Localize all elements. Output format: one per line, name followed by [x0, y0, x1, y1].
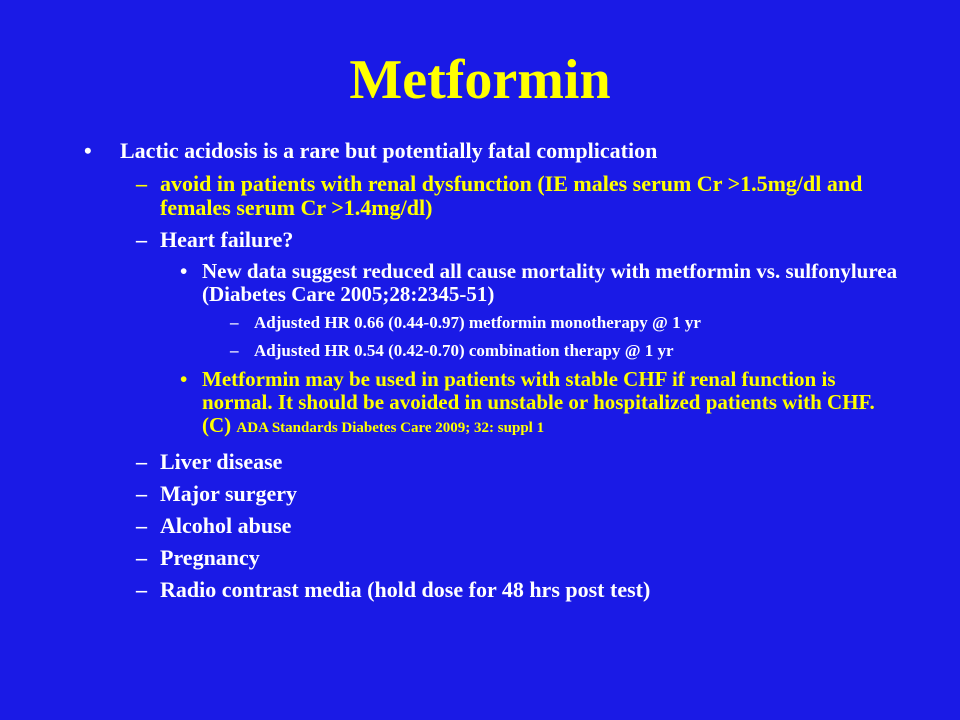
dash-marker: –: [136, 545, 147, 570]
sub-dash-item-text: Adjusted HR 0.66 (0.44-0.97) metformin monotherapy @ 1 yr: [254, 313, 701, 332]
bullet-marker: •: [84, 138, 92, 163]
dash-marker: –: [230, 341, 239, 360]
dash-item-text: avoid in patients with renal dysfunction (IE males serum Cr >1.5mg/dl and females serum Cr >1.4mg/dl): [160, 171, 863, 220]
dash-marker: –: [136, 449, 147, 474]
dash-item-text: Alcohol abuse: [160, 513, 292, 538]
dash-item-pregnancy: [84, 546, 904, 570]
dash-marker: –: [136, 481, 147, 506]
dash-item-heart-failure: [84, 228, 904, 252]
dash-item-text: Heart failure?: [160, 227, 294, 252]
bullet-text: Lactic acidosis is a rare but potentially fatal complication: [120, 138, 658, 163]
dash-item-alcohol-abuse: [84, 514, 904, 538]
dash-marker: –: [136, 227, 147, 252]
dash-item-major-surgery: [84, 482, 904, 506]
bullet-marker: •: [180, 367, 188, 391]
sub-bullet-mortality-data: [84, 260, 904, 306]
sub-bullet-stable-chf: [84, 368, 904, 440]
dash-item-text: Liver disease: [160, 449, 283, 474]
dash-marker: –: [136, 171, 147, 196]
sub-bullet-text: New data suggest reduced all cause mortality with metformin vs. sulfonylurea (Diabetes Care 2005;28:2345-51): [202, 259, 898, 306]
dash-item-renal-dysfunction: [84, 172, 904, 220]
citation-reference: ADA Standards Diabetes Care 2009; 32: suppl 1: [236, 420, 545, 436]
dash-marker: –: [136, 513, 147, 538]
sub-dash-item-combination-hr: [84, 340, 904, 362]
slide-title: Metformin: [349, 49, 611, 111]
dash-marker: –: [230, 313, 239, 332]
sub-dash-item-monotherapy-hr: [84, 312, 904, 334]
dash-item-text: Pregnancy: [160, 545, 260, 570]
sub-bullet-text: Metformin may be used in patients with stable CHF if renal function is normal. It should be avoided in unstable or hospitalized patients with CHF. (C): [202, 367, 875, 437]
dash-marker: –: [136, 577, 147, 602]
dash-item-text: Major surgery: [160, 481, 298, 506]
dash-item-text: Radio contrast media (hold dose for 48 hrs post test): [160, 577, 651, 602]
bullet-marker: •: [180, 259, 188, 283]
dash-item-radio-contrast: [84, 578, 904, 602]
bullet-lactic-acidosis: [84, 138, 904, 164]
dash-item-liver-disease: [84, 450, 904, 474]
slide-content: [84, 138, 904, 610]
sub-dash-item-text: Adjusted HR 0.54 (0.42-0.70) combination therapy @ 1 yr: [254, 341, 674, 360]
